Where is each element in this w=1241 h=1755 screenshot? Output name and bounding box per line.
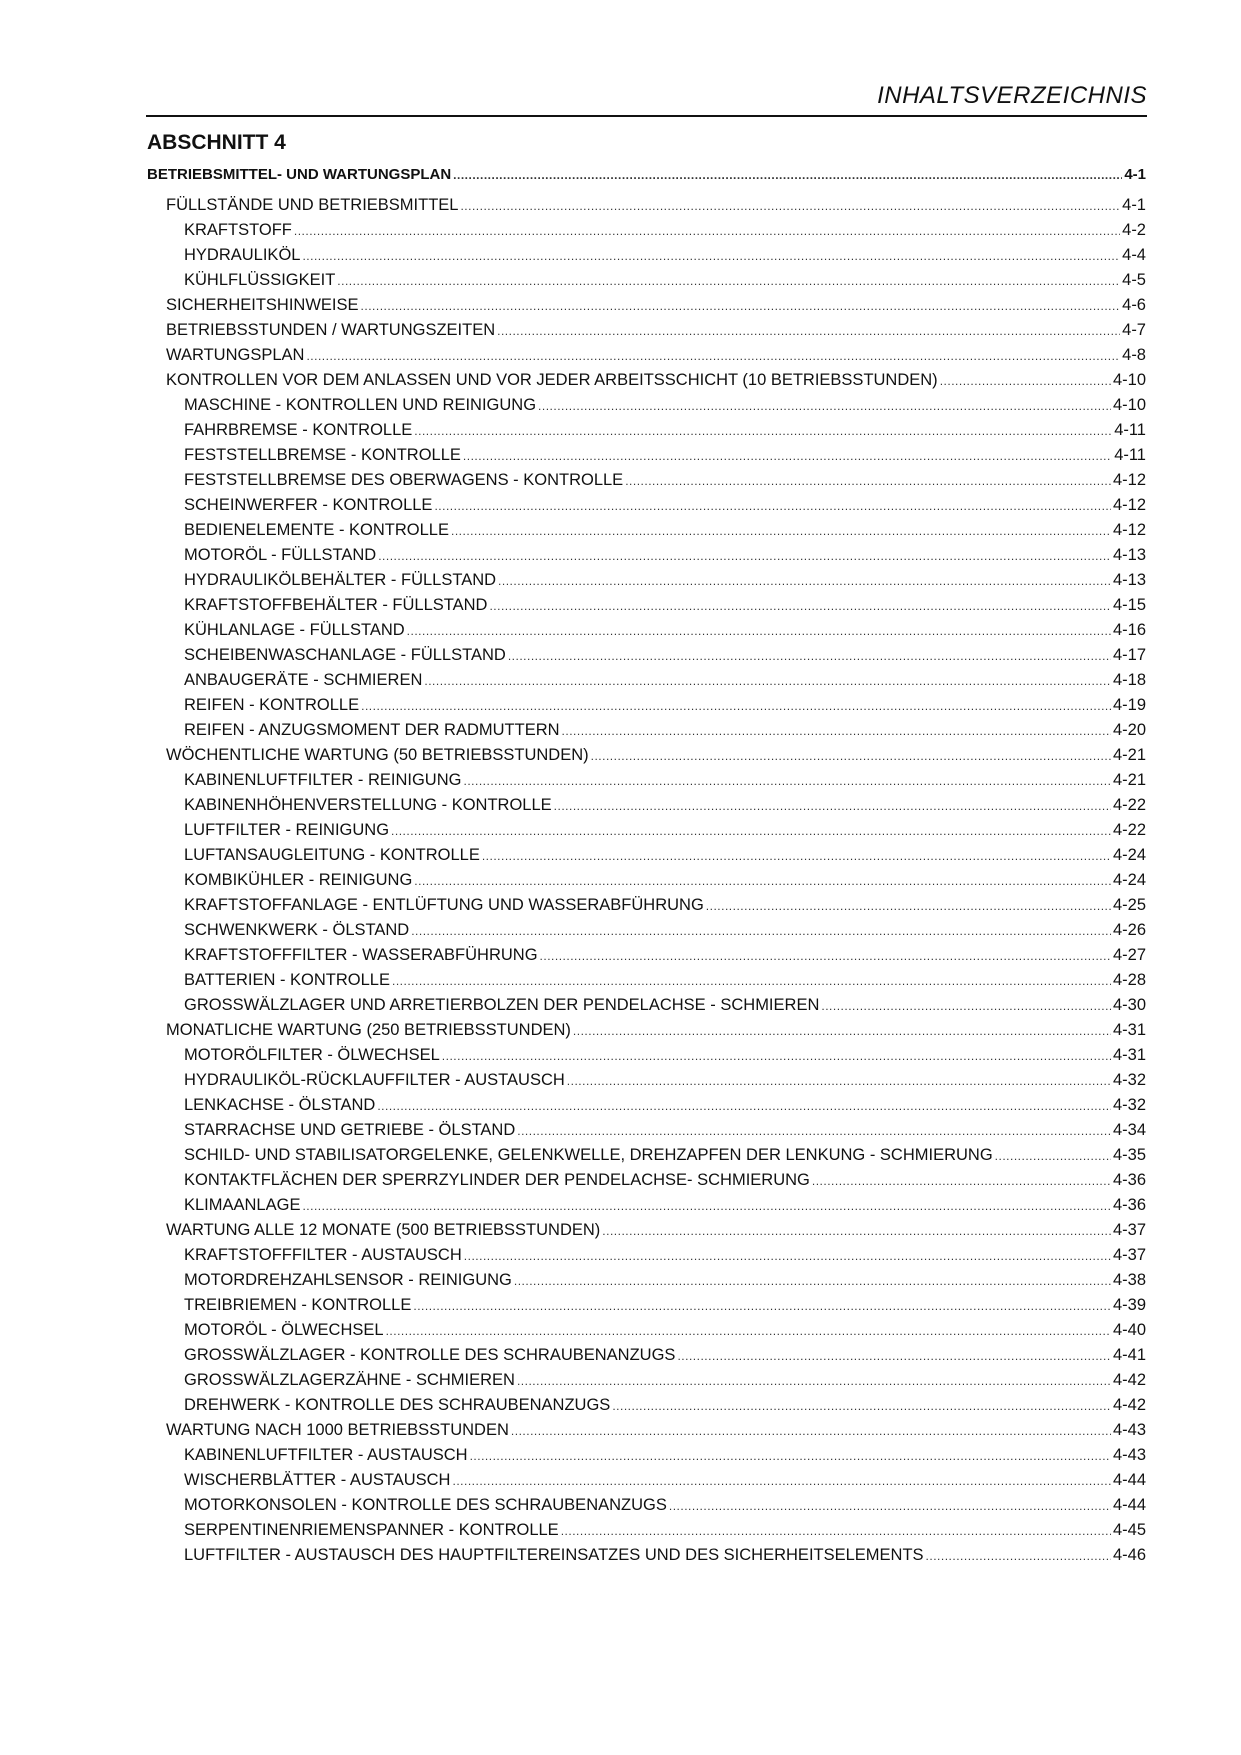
toc-entry-label: WARTUNGSPLAN [166,346,305,364]
toc-dot-leader [561,1524,1111,1538]
toc-entry[interactable] [147,1321,1146,1346]
toc-entry-label: GROSSWÄLZLAGER UND ARRETIERBOLZEN DER PENDELACHSE - SCHMIEREN [184,996,820,1014]
toc-entry-page: 4-1 [1122,196,1146,214]
toc-entry-page: 4-43 [1112,1421,1146,1439]
toc-entry-page: 4-24 [1112,871,1146,889]
toc-entry-label: MOTORKONSOLEN - KONTROLLE DES SCHRAUBENANZUGS [184,1496,667,1514]
toc-entry-label: KONTROLLEN VOR DEM ANLASSEN UND VOR JEDER ARBEITSSCHICHT (10 BETRIEBSSTUNDEN) [166,371,938,389]
toc-entry-label: SCHILD- UND STABILISATORGELENKE, GELENKWELLE, DREHZAPFEN DER LENKUNG - SCHMIERUNG [184,1146,993,1164]
toc-entry[interactable] [147,446,1146,471]
toc-entry[interactable] [147,696,1146,721]
toc-dot-leader [573,1024,1111,1038]
toc-entry[interactable] [147,1271,1146,1296]
toc-dot-leader [460,199,1120,213]
toc-entry-label: KRAFTSTOFF [184,221,292,239]
toc-entry-label: BETRIEBSSTUNDEN / WARTUNGSZEITEN [166,321,496,339]
toc-entry-label: SICHERHEITSHINWEISE [166,296,359,314]
toc-dot-leader [602,1224,1111,1238]
toc-dot-leader [562,724,1111,738]
toc-entry-page: 4-27 [1112,946,1146,964]
toc-entry-label: KRAFTSTOFFBEHÄLTER - FÜLLSTAND [184,596,488,614]
toc-dot-leader [306,349,1120,363]
toc-dot-leader [540,949,1111,963]
toc-entry-page: 4-20 [1112,721,1146,739]
toc-dot-leader [470,1449,1111,1463]
toc-entry-page: 4-12 [1112,496,1146,514]
toc-entry-label: KABINENLUFTFILTER - AUSTAUSCH [184,1446,468,1464]
toc-entry[interactable] [147,896,1146,921]
toc-entry[interactable] [147,921,1146,946]
toc-entry-page: 4-37 [1112,1246,1146,1264]
toc-entry-label: FESTSTELLBREMSE - KONTROLLE [184,446,461,464]
toc-dot-leader [413,1299,1111,1313]
toc-entry[interactable] [147,471,1146,496]
toc-entry-page: 4-13 [1112,546,1146,564]
toc-entry[interactable] [147,746,1146,771]
toc-entry-page: 4-36 [1112,1196,1146,1214]
toc-dot-leader [612,1399,1111,1413]
toc-dot-leader [463,774,1110,788]
toc-entry-page: 4-30 [1112,996,1146,1014]
toc-dot-leader [591,749,1111,763]
toc-entry-page: 4-10 [1112,396,1146,414]
toc-entry-page: 4-32 [1112,1071,1146,1089]
toc-entry-page: 4-28 [1112,971,1146,989]
toc-dot-leader [451,524,1111,538]
toc-entry[interactable] [147,1471,1146,1496]
toc-entry-page: 4-46 [1112,1546,1146,1564]
toc-entry[interactable] [147,821,1146,846]
toc-dot-leader [377,1099,1111,1113]
toc-dot-leader [554,799,1111,813]
toc-entry[interactable] [147,646,1146,671]
toc-entry-label: SCHEIBENWASCHANLAGE - FÜLLSTAND [184,646,506,664]
toc-dot-leader [926,1549,1111,1563]
toc-dot-leader [706,899,1111,913]
toc-entry-label: WISCHERBLÄTTER - AUSTAUSCH [184,1471,451,1489]
toc-entry-page: 4-17 [1112,646,1146,664]
toc-dot-leader [378,549,1111,563]
toc-entry-page: 4-1 [1124,166,1146,183]
toc-entry-page: 4-15 [1112,596,1146,614]
toc-dot-leader [677,1349,1111,1363]
toc-entry-label: KÜHLANLAGE - FÜLLSTAND [184,621,405,639]
toc-dot-leader [511,1424,1111,1438]
toc-entry[interactable] [147,221,1146,246]
toc-entry-page: 4-18 [1112,671,1146,689]
toc-dot-leader [669,1499,1111,1513]
toc-dot-leader [302,249,1120,263]
toc-dot-leader [453,168,1122,182]
toc-entry-label: MOTORÖL - FÜLLSTAND [184,546,377,564]
toc-entry-page: 4-22 [1112,821,1146,839]
toc-entry-page: 4-32 [1112,1096,1146,1114]
toc-entry[interactable] [147,396,1146,421]
toc-entry-page: 4-21 [1112,746,1146,764]
toc-entry-label: KRAFTSTOFFFILTER - WASSERABFÜHRUNG [184,946,538,964]
toc-entry[interactable] [147,1246,1146,1271]
toc-entry-label: WARTUNG NACH 1000 BETRIEBSSTUNDEN [166,1421,509,1439]
toc-entry[interactable] [147,1196,1146,1221]
toc-entry[interactable] [147,1521,1146,1546]
toc-entry-page: 4-4 [1122,246,1146,264]
toc-entry-page: 4-35 [1112,1146,1146,1164]
toc-entry-label: LUFTFILTER - AUSTAUSCH DES HAUPTFILTEREINSATZES UND DES SICHERHEITSELEMENTS [184,1546,924,1564]
toc-entry[interactable] [147,871,1146,896]
toc-entry-label: HYDRAULIKÖL [184,246,301,264]
toc-entry[interactable] [147,546,1146,571]
toc-entry[interactable] [147,621,1146,646]
toc-entry-label: SCHWENKWERK - ÖLSTAND [184,921,410,939]
toc-entry-page: 4-36 [1112,1171,1146,1189]
toc-entry-label: LENKACHSE - ÖLSTAND [184,1096,376,1114]
toc-dot-leader [508,649,1111,663]
toc-entry[interactable] [147,1496,1146,1521]
toc-dot-leader [414,424,1112,438]
toc-entry-page: 4-41 [1112,1346,1146,1364]
toc-entry[interactable] [147,1396,1146,1421]
toc-dot-leader [452,1474,1110,1488]
toc-entry-page: 4-11 [1114,421,1146,439]
toc-entry[interactable] [147,1046,1146,1071]
toc-entry[interactable] [147,846,1146,871]
toc-entry-label: GROSSWÄLZLAGER - KONTROLLE DES SCHRAUBENANZUGS [184,1346,676,1364]
toc-entry[interactable] [147,1421,1146,1446]
toc-entry-page: 4-6 [1122,296,1146,314]
toc-dot-leader [442,1049,1111,1063]
toc-entry-page: 4-44 [1112,1471,1146,1489]
toc-entry[interactable] [147,1371,1146,1396]
toc-entry-page: 4-24 [1112,846,1146,864]
toc-dot-leader [498,574,1111,588]
toc-entry-page: 4-13 [1112,571,1146,589]
toc-entry-label: TREIBRIEMEN - KONTROLLE [184,1296,412,1314]
toc-entry-page: 4-34 [1112,1121,1146,1139]
toc-entry-page: 4-39 [1112,1296,1146,1314]
toc-entry-label: SERPENTINENRIEMENSPANNER - KONTROLLE [184,1521,559,1539]
toc-entry[interactable] [147,771,1146,796]
toc-entry-page: 4-11 [1114,446,1146,464]
toc-entry-label: KRAFTSTOFFANLAGE - ENTLÜFTUNG UND WASSERABFÜHRUNG [184,896,704,914]
toc-dot-leader [812,1174,1111,1188]
toc-entry[interactable] [147,271,1146,296]
toc-entry-label: STARRACHSE UND GETRIEBE - ÖLSTAND [184,1121,516,1139]
toc-entry[interactable] [147,1021,1146,1046]
toc-entry-label: KABINENHÖHENVERSTELLUNG - KONTROLLE [184,796,552,814]
toc-entry[interactable] [147,1121,1146,1146]
toc-entry-label: HYDRAULIKÖL-RÜCKLAUFFILTER - AUSTAUSCH [184,1071,565,1089]
toc-dot-leader [414,874,1111,888]
toc-dot-leader [434,499,1111,513]
toc-entry[interactable] [147,671,1146,696]
toc-dot-leader [517,1374,1111,1388]
toc-entry-page: 4-12 [1112,471,1146,489]
toc-entry[interactable] [147,521,1146,546]
toc-entry[interactable] [147,571,1146,596]
toc-entry-page: 4-26 [1112,921,1146,939]
toc-dot-leader [424,674,1111,688]
toc-entry[interactable] [147,1546,1146,1571]
toc-entry-label: MOTORÖLFILTER - ÖLWECHSEL [184,1046,440,1064]
toc-dot-leader [386,1324,1111,1338]
toc-entry-page: 4-16 [1112,621,1146,639]
toc-entry-label: FÜLLSTÄNDE UND BETRIEBSMITTEL [166,196,459,214]
toc-entry-label: FAHRBREMSE - KONTROLLE [184,421,413,439]
toc-entry[interactable] [147,971,1146,996]
toc-dot-leader [514,1274,1111,1288]
toc-entry-page: 4-43 [1112,1446,1146,1464]
toc-entry-page: 4-22 [1112,796,1146,814]
toc-entry[interactable] [147,421,1146,446]
toc-entry-label: MASCHINE - KONTROLLEN UND REINIGUNG [184,396,537,414]
page-header-title: INHALTSVERZEICHNIS [877,82,1147,109]
toc-dot-leader [482,849,1111,863]
toc-entry-page: 4-25 [1112,896,1146,914]
toc-entry-page: 4-31 [1112,1046,1146,1064]
toc-dot-leader [302,1199,1111,1213]
toc-entry[interactable] [147,721,1146,746]
toc-entry-label: FESTSTELLBREMSE DES OBERWAGENS - KONTROLLE [184,471,624,489]
toc-entry[interactable] [147,1171,1146,1196]
toc-entry-label: ANBAUGERÄTE - SCHMIEREN [184,671,423,689]
table-of-contents [147,166,1146,1571]
toc-entry-label: WÖCHENTLICHE WARTUNG (50 BETRIEBSSTUNDEN) [166,746,589,764]
toc-entry-label: SCHEINWERFER - KONTROLLE [184,496,433,514]
toc-entry[interactable] [147,246,1146,271]
toc-entry-page: 4-40 [1112,1321,1146,1339]
toc-entry[interactable] [147,346,1146,371]
toc-entry-label: MOTORDREHZAHLSENSOR - REINIGUNG [184,1271,512,1289]
toc-entry-page: 4-10 [1112,371,1146,389]
toc-entry-page: 4-5 [1122,271,1146,289]
toc-entry[interactable] [147,996,1146,1021]
toc-entry-page: 4-45 [1112,1521,1146,1539]
toc-entry[interactable] [147,1446,1146,1471]
toc-entry-page: 4-31 [1112,1021,1146,1039]
toc-entry-label: GROSSWÄLZLAGERZÄHNE - SCHMIEREN [184,1371,515,1389]
toc-entry-label: DREHWERK - KONTROLLE DES SCHRAUBENANZUGS [184,1396,611,1414]
toc-dot-leader [407,624,1111,638]
toc-entry[interactable] [147,796,1146,821]
toc-entry[interactable] [147,596,1146,621]
toc-entry-label: LUFTANSAUGLEITUNG - KONTROLLE [184,846,480,864]
toc-dot-leader [337,274,1120,288]
toc-entry-page: 4-42 [1112,1371,1146,1389]
toc-entry-label: HYDRAULIKÖLBEHÄLTER - FÜLLSTAND [184,571,497,589]
toc-entry[interactable] [147,1221,1146,1246]
header-divider [146,115,1147,117]
toc-dot-leader [391,824,1111,838]
toc-entry-page: 4-7 [1122,321,1146,339]
toc-entry-page: 4-21 [1112,771,1146,789]
toc-entry-page: 4-12 [1112,521,1146,539]
toc-dot-leader [361,299,1121,313]
toc-entry[interactable] [147,1296,1146,1321]
toc-dot-leader [517,1124,1111,1138]
toc-dot-leader [361,699,1111,713]
toc-entry-page: 4-2 [1122,221,1146,239]
toc-entry-label: MONATLICHE WARTUNG (250 BETRIEBSSTUNDEN) [166,1021,571,1039]
toc-entry-label: KÜHLFLÜSSIGKEIT [184,271,336,289]
toc-dot-leader [940,374,1111,388]
toc-dot-leader [294,224,1120,238]
toc-dot-leader [567,1074,1111,1088]
toc-entry-label: KOMBIKÜHLER - REINIGUNG [184,871,413,889]
toc-entry[interactable] [147,1071,1146,1096]
toc-entry-label: KABINENLUFTFILTER - REINIGUNG [184,771,462,789]
toc-entry-label: KLIMAANLAGE [184,1196,301,1214]
toc-entry[interactable] [147,296,1146,321]
toc-dot-leader [497,324,1120,338]
toc-entry[interactable] [147,1146,1146,1171]
toc-entry[interactable] [147,371,1146,396]
toc-entry[interactable] [147,1096,1146,1121]
toc-entry-label: MOTORÖL - ÖLWECHSEL [184,1321,384,1339]
toc-dot-leader [995,1149,1111,1163]
toc-entry-label: KRAFTSTOFFFILTER - AUSTAUSCH [184,1246,462,1264]
toc-entry[interactable] [147,496,1146,521]
toc-entry[interactable] [147,1346,1146,1371]
toc-dot-leader [464,1249,1111,1263]
toc-entry-page: 4-42 [1112,1396,1146,1414]
toc-entry-label: WARTUNG ALLE 12 MONATE (500 BETRIEBSSTUNDEN) [166,1221,601,1239]
toc-entry-label: BETRIEBSMITTEL- UND WARTUNGSPLAN [147,166,452,183]
toc-entry-page: 4-37 [1112,1221,1146,1239]
toc-dot-leader [625,474,1111,488]
toc-entry-page: 4-44 [1112,1496,1146,1514]
toc-entry-label: REIFEN - KONTROLLE [184,696,360,714]
toc-entry[interactable] [147,196,1146,221]
toc-entry-page: 4-19 [1112,696,1146,714]
toc-entry-page: 4-38 [1112,1271,1146,1289]
toc-dot-leader [489,599,1111,613]
toc-entry-page: 4-8 [1122,346,1146,364]
toc-entry-label: KONTAKTFLÄCHEN DER SPERRZYLINDER DER PENDELACHSE- SCHMIERUNG [184,1171,810,1189]
toc-dot-leader [411,924,1111,938]
toc-entry[interactable] [147,321,1146,346]
toc-dot-leader [463,449,1112,463]
toc-entry-label: BATTERIEN - KONTROLLE [184,971,390,989]
toc-dot-leader [392,974,1111,988]
toc-dot-leader [821,999,1111,1013]
toc-entry[interactable] [147,946,1146,971]
toc-entry-label: LUFTFILTER - REINIGUNG [184,821,390,839]
toc-entry[interactable] [147,166,1146,191]
toc-entry-label: REIFEN - ANZUGSMOMENT DER RADMUTTERN [184,721,560,739]
toc-entry-label: BEDIENELEMENTE - KONTROLLE [184,521,449,539]
toc-dot-leader [538,399,1111,413]
section-title: ABSCHNITT 4 [147,131,286,154]
